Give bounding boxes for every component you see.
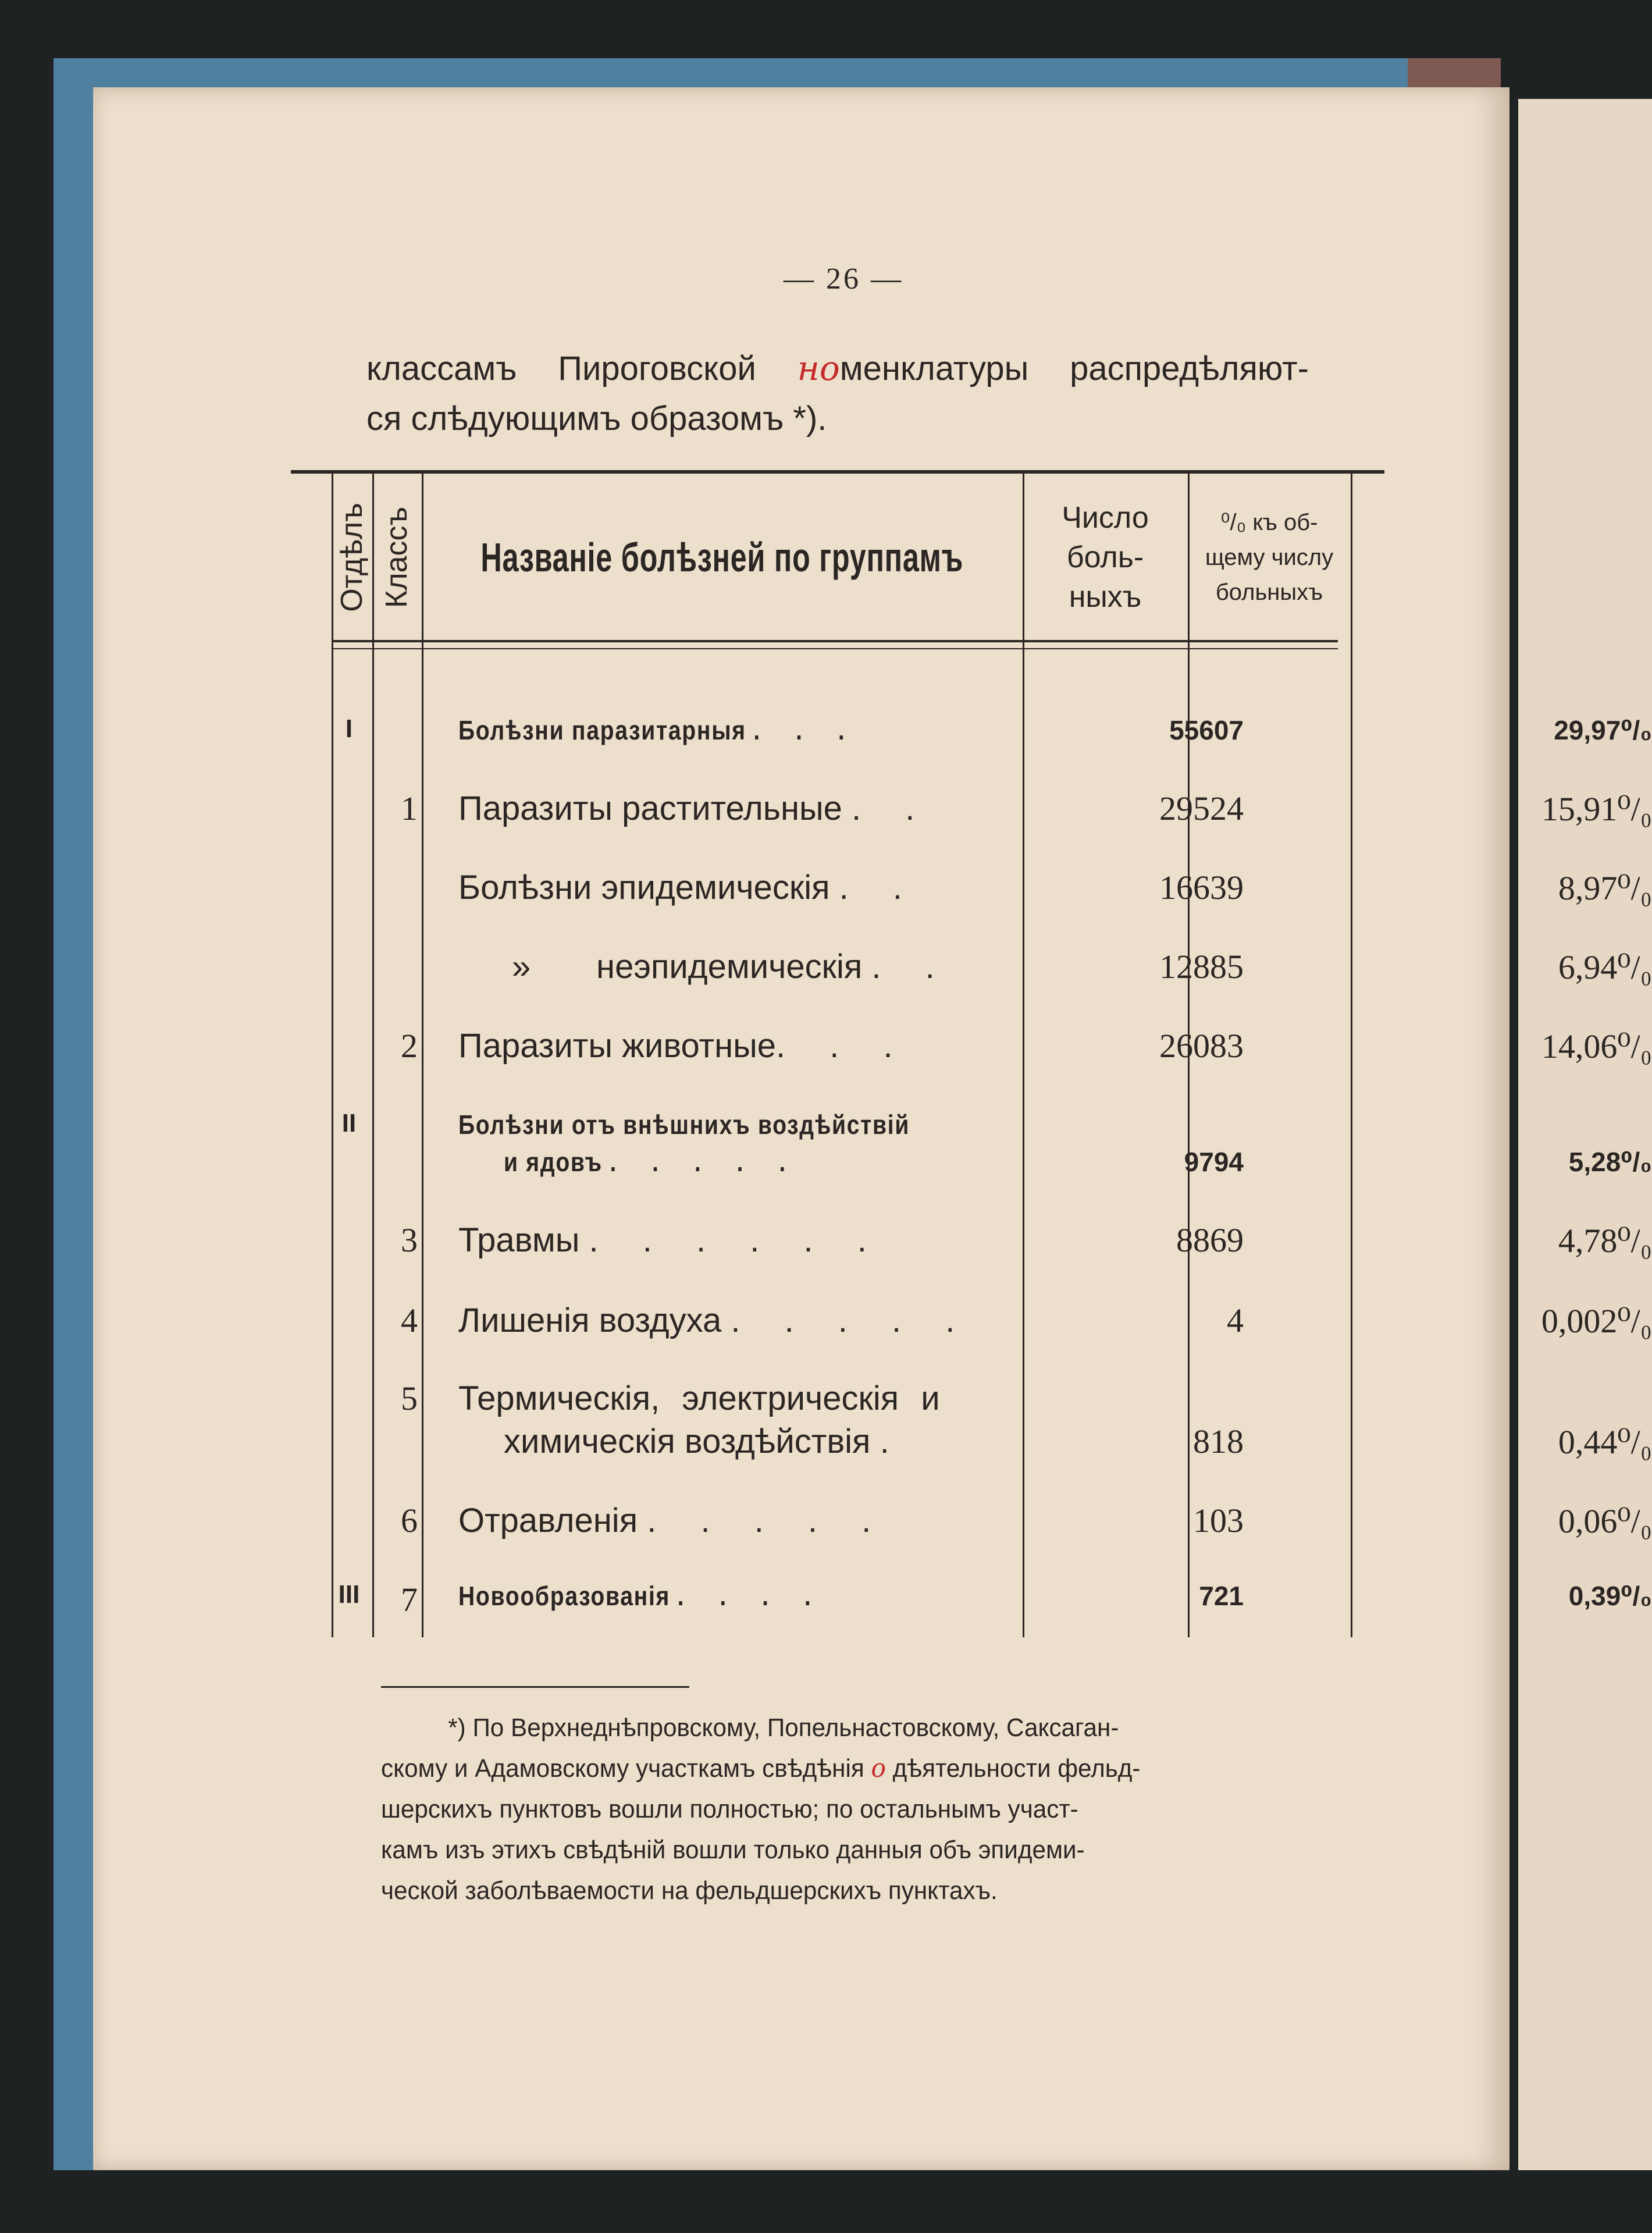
row-dots: . . . . . [731, 1302, 973, 1339]
footnote-rule [381, 1686, 689, 1688]
row-dots: . [880, 1423, 907, 1460]
header-count-line: Число [1062, 501, 1149, 535]
intro-line-1 [366, 343, 1309, 394]
row-percent: 0,44⁰/₀ [1558, 1423, 1652, 1461]
row-count: 12885 [1159, 948, 1244, 986]
header-count-line: боль- [1066, 541, 1144, 574]
row-percent: 5,28⁰/₀ [1568, 1147, 1652, 1177]
row-section: I [345, 714, 353, 743]
row-name-text: и ядовъ [504, 1147, 603, 1177]
header-percent-line: больныхъ [1215, 579, 1323, 605]
row-class: 5 [401, 1379, 418, 1417]
row-percent: 6,94⁰/₀ [1558, 948, 1652, 986]
page-number: — 26 — [784, 262, 903, 296]
header-section [332, 476, 372, 639]
row-dots: . . [839, 869, 920, 906]
header-count [1023, 476, 1188, 639]
row-class: 6 [401, 1502, 418, 1539]
row-name-text: Травмы [458, 1221, 580, 1259]
row-name-text: Паразиты животные [458, 1027, 777, 1065]
header-rule [332, 640, 1338, 642]
column-divider [422, 474, 423, 1637]
footnote [381, 1708, 1274, 1911]
row-name: Болѣзни отъ внѣшнихъ воздѣйствій [458, 1110, 910, 1140]
row-count: 26083 [1159, 1027, 1244, 1065]
adjacent-page [1518, 99, 1652, 2170]
footnote-line: камъ изъ этихъ свѣдѣній вошли только данныя объ эпидеми- [381, 1836, 1085, 1864]
row-count: 8869 [1176, 1221, 1244, 1259]
handwritten-correction: о [871, 1754, 886, 1783]
footnote-line: шерскихъ пунктовъ вошли полностью; по остальнымъ участ- [381, 1795, 1078, 1823]
row-percent: 29,97⁰/₀ [1554, 715, 1652, 745]
row-count: 9794 [1184, 1147, 1244, 1177]
row-dots: . . . . . [610, 1147, 800, 1177]
row-dots: . . . . . [647, 1502, 889, 1539]
row-count: 103 [1193, 1502, 1244, 1539]
row-count: 55607 [1169, 715, 1244, 745]
header-name-text: Названіе болѣзней по группамъ [480, 535, 964, 580]
footnote-line [381, 1748, 1274, 1789]
intro-line-1-end: менклатуры распредѣляют- [839, 350, 1309, 387]
row-dots: . . . . [677, 1581, 826, 1611]
row-class: 2 [401, 1027, 418, 1065]
row-percent: 14,06⁰/₀ [1541, 1027, 1652, 1065]
disease-table [291, 470, 1652, 1640]
row-class: 1 [401, 790, 418, 827]
handwritten-correction: но [797, 349, 840, 388]
row-dots: . . . [753, 715, 860, 745]
header-count-line: ныхъ [1069, 580, 1142, 614]
row-name-text: Лишенія воздуха [458, 1302, 722, 1339]
row-name-text: » неэпидемическія [512, 948, 863, 986]
row-name-text: Новообразованія [458, 1581, 671, 1611]
row-percent: 0,002⁰/₀ [1541, 1302, 1652, 1340]
row-class: 3 [401, 1221, 418, 1259]
row-count: 818 [1193, 1423, 1244, 1460]
row-percent: 15,91⁰/₀ [1541, 790, 1652, 828]
row-name: Термическія, электрическія и [458, 1379, 940, 1417]
row-class: 4 [401, 1302, 418, 1339]
header-name [422, 476, 1023, 639]
header-class-text: Классъ [380, 506, 414, 609]
row-count: 16639 [1159, 869, 1244, 906]
footnote-text: дѣятельности фельд- [885, 1754, 1141, 1783]
intro-line-2: ся слѣдующимъ образомъ *). [366, 400, 827, 438]
row-percent: 0,06⁰/₀ [1558, 1502, 1652, 1540]
header-percent-line: ⁰/₀ къ об- [1220, 510, 1318, 535]
header-percent-line: щему числу [1205, 545, 1334, 570]
footnote-text: скому и Адамовскому участкамъ свѣдѣнія [381, 1754, 871, 1783]
footnote-line: ческой заболѣваемости на фельдшерскихъ пунктахъ. [381, 1876, 998, 1905]
column-divider [332, 474, 333, 1637]
row-count: 29524 [1159, 790, 1244, 827]
intro-line-1-start: классамъ Пироговской [366, 350, 797, 387]
row-percent: 4,78⁰/₀ [1558, 1222, 1652, 1260]
header-percent [1188, 476, 1351, 639]
row-class: 7 [401, 1581, 418, 1619]
row-name-text: Болѣзни паразитарныя [458, 715, 746, 745]
row-section: II [341, 1109, 357, 1137]
row-section: III [338, 1580, 360, 1609]
column-divider [372, 474, 374, 1637]
row-name-text: Паразиты растительные [458, 790, 842, 827]
row-name-text: Болѣзни эпидемическія [458, 869, 830, 906]
row-name-text: Отравленія [458, 1502, 638, 1539]
footnote-line: *) По Верхнеднѣпровскому, Попельнастовскому, Саксаган- [448, 1713, 1119, 1742]
row-dots: . . . [776, 1027, 910, 1065]
row-dots: . . [852, 790, 932, 827]
row-count: 721 [1199, 1581, 1244, 1611]
row-count: 4 [1227, 1302, 1244, 1339]
row-dots: . . [871, 948, 952, 986]
intro-paragraph [366, 343, 1309, 444]
header-rule-double [332, 648, 1338, 649]
row-percent: 8,97⁰/₀ [1558, 869, 1652, 907]
row-percent: 0,39⁰/₀ [1568, 1581, 1652, 1611]
header-class [372, 476, 422, 639]
row-dots: . . . . . . [589, 1221, 884, 1259]
header-section-text: Отдѣлъ [335, 503, 369, 612]
table-top-rule [291, 470, 1384, 474]
row-name-text: химическія воздѣйствія [504, 1423, 871, 1460]
